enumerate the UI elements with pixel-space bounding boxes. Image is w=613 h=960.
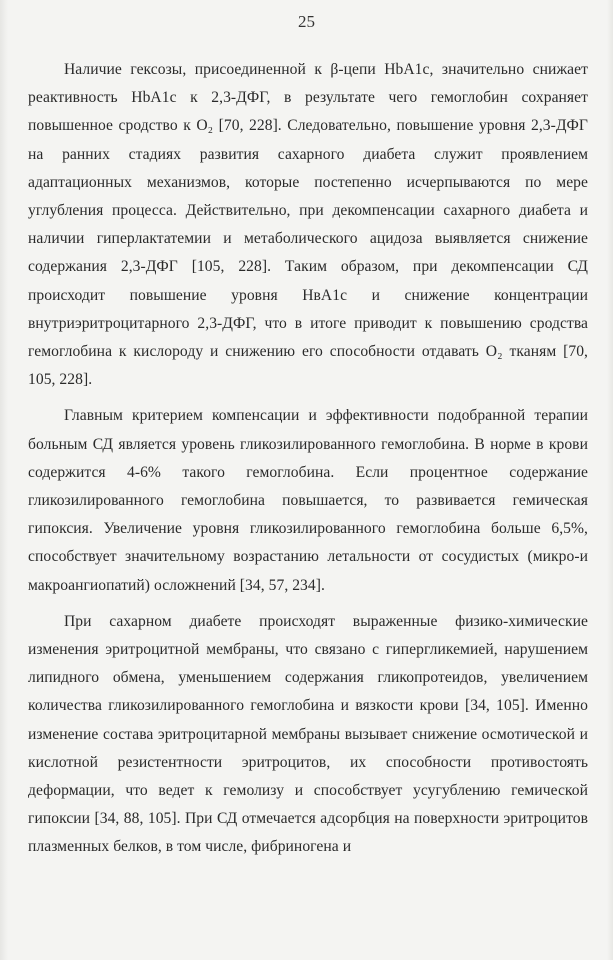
page-number: 25 — [298, 12, 315, 31]
paragraph-2: Главным критерием компенсации и эффективности подобранной терапии больным СД является уровень гликозилированного гемоглобина. В норме в крови содержится 4-6% такого гемоглобина. Если процентное содержание гликозилированного гемоглобина повышается, то развивается гемическая гипоксия. Увеличение уровня гликозилированного гемоглобина больше 6,5%, способствует значительному возрастанию летальности от сосудистых (микро-и макроангиопатий) осложнений [34, 57, 234]. — [28, 407, 588, 594]
scan-shadow-left — [0, 0, 8, 960]
paragraph-1: Наличие гексозы, присоединенной к β-цепи HbA1c, значительно снижает реактивность HbA1c к 2,3-ДФГ, в результате чего гемоглобин сохраняет повышенное сродство к O₂ [70, 228]. Следовательно, повышение уровня 2,3-ДФГ на ранних стадиях развития сахарного диабета служит проявлением адаптационных механизмов, которые постепенно исчерпываются по мере углубления процесса. Действительно, при декомпенсации сахарного диабета и наличии гиперлактатемии и метаболического ацидоза выявляется снижение содержания 2,3-ДФГ [105, 228]. Таким образом, при декомпенсации СД происходит повышение уровня HвA1c и снижение концентрации внутриэритроцитарного 2,3-ДФГ, что в итоге приводит к повышению сродства гемоглобина к кислороду и снижению его способности отдавать O₂ тканям [70, 105, 228]. — [28, 61, 588, 389]
paragraph-3: При сахарном диабете происходят выраженные физико-химические изменения эритроцитной мембраны, что связано с гипергликемией, нарушением липидного обмена, уменьшением содержания гликопротеидов, увеличением количества гликозилированного гемоглобина и вязкости крови [34, 105]. Именно изменение состава эритроцитарной мембраны вызывает снижение осмотической и кислотной резистентности эритроцитов, их способности противостоять деформации, что ведет к гемолизу и способствует усугублению гемической гипоксии [34, 88, 105]. При СД отмечается адсорбция на поверхности эритроцитов плазменных белков, в том числе, фибриногена и — [28, 612, 588, 856]
body-text — [28, 56, 588, 870]
scan-shadow-right — [607, 0, 613, 960]
